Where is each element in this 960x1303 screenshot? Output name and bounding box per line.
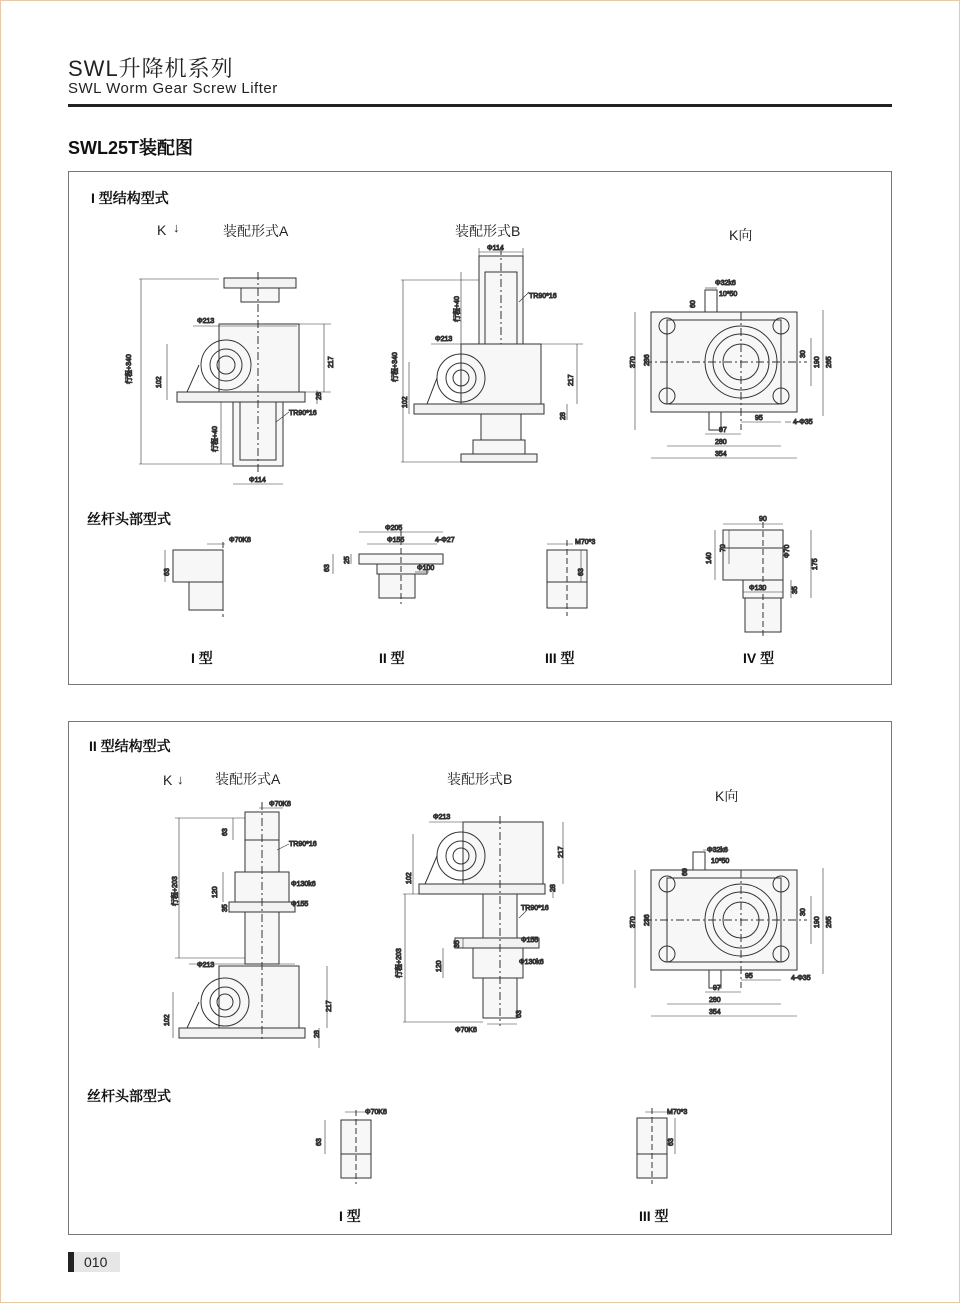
type1-a-dim-stroke40: 行程+40 (212, 426, 219, 452)
type2-heading: II 型结构型式 (89, 738, 171, 754)
type1-b-dim-tr90: TR90*16 (529, 293, 557, 300)
type1-head-iv-dim-phi130: Φ130 (749, 585, 767, 592)
type2-k-view-drawing (630, 847, 833, 1016)
type2-label-i: I 型 (339, 1208, 361, 1224)
type2-b-dim-phi155: Φ155 (521, 937, 539, 944)
type1-head-iv-dim-175: 175 (812, 558, 819, 570)
type2-b-dim-phi213: Φ213 (433, 814, 451, 821)
type1-label-iv: IV 型 (743, 650, 775, 666)
type1-head-ii-dim-phi155: Φ155 (387, 537, 405, 544)
type2-a-dim-phi70: Φ70K6 (269, 801, 291, 808)
type1-head-ii-dim-25: 25 (344, 556, 351, 564)
type1-b-dim-stroke340: 行程+340 (392, 352, 399, 382)
type2-b-dim-35: 35 (454, 940, 461, 948)
type1-b-dim-28: 28 (560, 412, 567, 420)
type2-form-b-drawing (394, 814, 565, 1034)
type-1-drawings (69, 172, 891, 684)
type2-a-dim-63: 63 (222, 828, 229, 836)
type1-head-i-dim-phi70: Φ70K6 (229, 537, 251, 544)
type2-k-dim-95: 95 (745, 973, 753, 980)
type2-form-a-label: 装配形式A (215, 771, 281, 787)
type1-form-b-label: 装配形式B (455, 223, 521, 239)
type2-head-iii-dim-63: 63 (668, 1138, 675, 1146)
type2-b-dim-28: 28 (550, 884, 557, 892)
type1-head-ii-dim-63: 63 (324, 564, 331, 572)
type1-head-iv-dim-140: 140 (706, 552, 713, 564)
type1-form-b-drawing (390, 245, 583, 462)
type1-k-dim-phi32: Φ32k6 (715, 280, 736, 287)
type2-k-dim-190: 190 (814, 916, 821, 928)
type1-k-dim-265: 265 (826, 356, 833, 368)
type2-form-b-label: 装配形式B (447, 771, 513, 787)
type2-a-dim-phi213: Φ213 (197, 962, 215, 969)
type1-head-iii-dim-m70: M70*3 (575, 539, 596, 546)
type2-a-dim-stroke203: 行程+203 (172, 876, 179, 906)
type1-head-ii-dim-phi100: Φ100 (417, 565, 435, 572)
type1-k-dim-280: 280 (715, 439, 727, 446)
type2-k-dim-30: 30 (800, 908, 807, 916)
type1-b-dim-102: 102 (402, 396, 409, 408)
type1-head-iv-dim-35: 35 (792, 586, 799, 594)
type1-k-dim-97: 97 (719, 427, 727, 434)
type1-head-types-drawings (164, 516, 819, 636)
type2-k-dim-97: 97 (713, 985, 721, 992)
title-divider (68, 104, 892, 107)
type2-k-dim-265: 265 (826, 916, 833, 928)
structure-type-1-panel (68, 171, 892, 685)
type1-b-dim-217: 217 (568, 374, 575, 386)
type2-k-dim-236: 236 (644, 914, 651, 926)
type2-label-iii: III 型 (639, 1208, 669, 1224)
type2-b-dim-phi70: Φ70K6 (455, 1027, 477, 1034)
type2-head-types-drawings (316, 1108, 687, 1184)
type1-a-dim-102: 102 (156, 376, 163, 388)
type2-head-types-heading: 丝杆头部型式 (87, 1088, 171, 1104)
type1-k-dim-4phi35: 4-Φ35 (793, 419, 813, 426)
type1-a-dim-28: 28 (316, 392, 323, 400)
type1-heading: I 型结构型式 (91, 190, 169, 206)
type1-k-dim-60: 60 (690, 300, 697, 308)
type1-head-iv-dim-90: 90 (759, 516, 767, 523)
type1-b-dim-stroke40: 行程+40 (454, 296, 461, 322)
type2-b-dim-stroke203: 行程+203 (396, 948, 403, 978)
assembly-title: SWL25T装配图 (68, 138, 194, 158)
type2-b-dim-phi130: Φ130k6 (519, 959, 544, 966)
type1-k-view-label: K向 (729, 227, 753, 243)
type2-k-dim-280: 280 (709, 997, 721, 1004)
type1-k-dim-95: 95 (755, 415, 763, 422)
type2-a-dim-phi130: Φ130k6 (291, 881, 316, 888)
type1-head-types-heading: 丝杆头部型式 (87, 511, 171, 527)
type2-a-dim-phi155: Φ155 (291, 901, 309, 908)
type1-k-dim-30: 30 (800, 350, 807, 358)
type1-b-dim-phi213: Φ213 (435, 336, 453, 343)
type1-head-iii-dim-63: 63 (578, 568, 585, 576)
type-2-drawings (69, 722, 891, 1234)
type1-head-ii-dim-phi205: Φ205 (385, 525, 403, 532)
type2-a-dim-120: 120 (212, 886, 219, 898)
type2-k-label: K (163, 772, 173, 788)
type1-b-dim-phi114: Φ114 (487, 245, 504, 252)
series-title-cn: SWL升降机系列 (68, 56, 234, 81)
type2-head-i-dim-63: 63 (316, 1138, 323, 1146)
type2-b-dim-120: 120 (436, 960, 443, 972)
type2-form-a-drawing (164, 801, 333, 1048)
type1-head-ii-dim-4phi27: 4-Φ27 (435, 537, 455, 544)
type2-a-dim-tr90: TR90*16 (289, 841, 317, 848)
type1-label-ii: II 型 (379, 650, 405, 666)
k-arrow-icon-2: ↓ (177, 772, 184, 787)
type2-k-dim-60: 60 (682, 868, 689, 876)
type2-b-dim-217: 217 (558, 846, 565, 858)
type1-k-view-drawing (630, 280, 833, 458)
type2-k-dim-phi32: Φ32k6 (707, 847, 728, 854)
type2-b-dim-tr90: TR90*16 (521, 905, 549, 912)
type2-k-dim-10x50: 10*50 (711, 858, 730, 865)
type2-a-dim-217: 217 (326, 1000, 333, 1012)
type2-head-i-dim-phi70: Φ70K6 (365, 1109, 387, 1116)
type2-head-iii-dim-m70: M70*3 (667, 1109, 688, 1116)
type1-a-dim-tr90: TR90*16 (289, 410, 317, 417)
type1-head-iv-dim-70a: 70 (720, 544, 727, 552)
type2-k-dim-370: 370 (630, 916, 637, 928)
type2-k-dim-354: 354 (709, 1009, 721, 1016)
type1-head-i-dim-63: 63 (164, 568, 171, 576)
type1-a-dim-phi114: Φ114 (249, 477, 266, 484)
type1-a-dim-217: 217 (328, 356, 335, 368)
k-arrow-icon: ↓ (173, 220, 180, 235)
type1-a-dim-stroke340: 行程+340 (126, 354, 133, 384)
type2-a-dim-102: 102 (164, 1014, 171, 1026)
type2-k-view-label: K向 (715, 788, 739, 804)
type2-a-dim-35: 35 (222, 904, 229, 912)
structure-type-2-panel (68, 721, 892, 1235)
type1-a-dim-phi213: Φ213 (197, 318, 215, 325)
type1-k-dim-10x50: 10*50 (719, 291, 738, 298)
type1-k-label: K (157, 222, 167, 238)
type1-form-a-label: 装配形式A (223, 223, 289, 239)
type1-form-a-drawing (124, 272, 335, 484)
type2-k-dim-4phi35: 4-Φ35 (791, 975, 811, 982)
type1-k-dim-370: 370 (630, 356, 637, 368)
type2-a-dim-28: 28 (314, 1030, 321, 1038)
type1-k-dim-354: 354 (715, 451, 727, 458)
type1-head-iv-dim-phi70: Φ70 (784, 544, 791, 558)
type1-k-dim-190: 190 (814, 356, 821, 368)
type2-b-dim-102: 102 (406, 872, 413, 884)
type1-label-i: I 型 (191, 650, 213, 666)
type1-label-iii: III 型 (545, 650, 575, 666)
series-title-en: SWL Worm Gear Screw Lifter (68, 80, 278, 97)
type1-k-dim-236: 236 (644, 354, 651, 366)
page-number: 010 (84, 1254, 108, 1270)
type2-b-dim-63: 63 (516, 1010, 523, 1018)
